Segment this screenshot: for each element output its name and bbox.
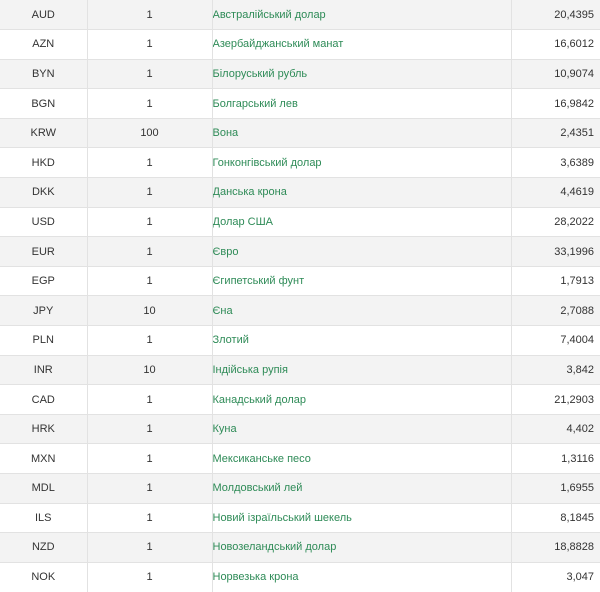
currency-name-link[interactable]: Новозеландський долар xyxy=(212,541,337,554)
rate-row-ils xyxy=(0,503,600,533)
exchange-rate: 8,1845 xyxy=(511,503,600,533)
currency-name-cell xyxy=(212,474,511,504)
currency-code: DKK xyxy=(0,178,87,208)
currency-name-cell xyxy=(212,0,511,30)
rate-row-eur xyxy=(0,237,600,267)
currency-name-link[interactable]: Молдовський лей xyxy=(212,482,303,495)
rate-row-byn xyxy=(0,59,600,89)
exchange-rate: 20,4395 xyxy=(511,0,600,30)
currency-units: 1 xyxy=(87,326,212,356)
exchange-rate: 3,047 xyxy=(511,562,600,592)
currency-name-cell xyxy=(212,207,511,237)
currency-units: 1 xyxy=(87,237,212,267)
currency-units: 1 xyxy=(87,503,212,533)
currency-units: 1 xyxy=(87,385,212,415)
currency-code: MDL xyxy=(0,474,87,504)
exchange-rate: 10,9074 xyxy=(511,59,600,89)
rate-row-pln xyxy=(0,326,600,356)
currency-name-link[interactable]: Данська крона xyxy=(212,186,287,199)
currency-units: 1 xyxy=(87,207,212,237)
currency-name-link[interactable]: Норвезька крона xyxy=(212,571,299,584)
currency-code: MXN xyxy=(0,444,87,474)
currency-code: KRW xyxy=(0,118,87,148)
currency-units: 1 xyxy=(87,474,212,504)
currency-name-link[interactable]: Гонконгівський долар xyxy=(212,156,322,169)
currency-code: EGP xyxy=(0,266,87,296)
rate-row-jpy xyxy=(0,296,600,326)
rate-row-nok xyxy=(0,562,600,592)
currency-name-link[interactable]: Індійська рупія xyxy=(212,363,288,376)
currency-units: 1 xyxy=(87,148,212,178)
currency-name-link[interactable]: Мексиканське песо xyxy=(212,452,311,465)
currency-name-link[interactable]: Єна xyxy=(212,304,233,317)
currency-code: CAD xyxy=(0,385,87,415)
currency-code: HRK xyxy=(0,414,87,444)
rate-row-bgn xyxy=(0,89,600,119)
currency-name-link[interactable]: Долар США xyxy=(212,215,274,228)
currency-units: 1 xyxy=(87,89,212,119)
currency-name-cell xyxy=(212,148,511,178)
exchange-rate: 1,3116 xyxy=(511,444,600,474)
currency-units: 1 xyxy=(87,533,212,563)
currency-name-cell xyxy=(212,444,511,474)
currency-name-link[interactable]: Новий ізраїльський шекель xyxy=(212,511,352,524)
currency-name-cell xyxy=(212,30,511,60)
currency-units: 1 xyxy=(87,178,212,208)
currency-name-link[interactable]: Білоруський рубль xyxy=(212,67,308,80)
rate-row-cad xyxy=(0,385,600,415)
currency-units: 1 xyxy=(87,30,212,60)
rate-row-inr xyxy=(0,355,600,385)
currency-code: JPY xyxy=(0,296,87,326)
exchange-rate: 16,6012 xyxy=(511,30,600,60)
currency-name-cell xyxy=(212,266,511,296)
exchange-rate: 3,842 xyxy=(511,355,600,385)
currency-code: AZN xyxy=(0,30,87,60)
currency-name-cell xyxy=(212,503,511,533)
currency-name-link[interactable]: Болгарський лев xyxy=(212,97,298,110)
currency-code: INR xyxy=(0,355,87,385)
rate-row-krw xyxy=(0,118,600,148)
currency-code: USD xyxy=(0,207,87,237)
exchange-rate: 4,4619 xyxy=(511,178,600,208)
currency-name-cell xyxy=(212,385,511,415)
currency-name-link[interactable]: Єгипетський фунт xyxy=(212,275,305,288)
currency-name-cell xyxy=(212,118,511,148)
currency-name-cell xyxy=(212,178,511,208)
currency-name-cell xyxy=(212,296,511,326)
currency-code: NZD xyxy=(0,533,87,563)
rate-row-mdl xyxy=(0,474,600,504)
exchange-rate: 1,6955 xyxy=(511,474,600,504)
currency-name-link[interactable]: Канадський долар xyxy=(212,393,306,406)
currency-name-link[interactable]: Австралійський долар xyxy=(212,8,326,21)
currency-name-cell xyxy=(212,562,511,592)
currency-name-link[interactable]: Євро xyxy=(212,245,239,258)
currency-code: ILS xyxy=(0,503,87,533)
rate-row-egp xyxy=(0,266,600,296)
currency-name-cell xyxy=(212,326,511,356)
exchange-rate: 1,7913 xyxy=(511,266,600,296)
currency-units: 1 xyxy=(87,59,212,89)
currency-code: NOK xyxy=(0,562,87,592)
exchange-rate: 2,7088 xyxy=(511,296,600,326)
exchange-rate: 2,4351 xyxy=(511,118,600,148)
currency-name-cell xyxy=(212,355,511,385)
currency-units: 10 xyxy=(87,296,212,326)
rate-row-mxn xyxy=(0,444,600,474)
rate-row-hrk xyxy=(0,414,600,444)
exchange-rate: 33,1996 xyxy=(511,237,600,267)
currency-name-cell xyxy=(212,89,511,119)
exchange-rate: 3,6389 xyxy=(511,148,600,178)
currency-units: 1 xyxy=(87,266,212,296)
exchange-rate: 28,2022 xyxy=(511,207,600,237)
currency-units: 1 xyxy=(87,562,212,592)
currency-units: 10 xyxy=(87,355,212,385)
currency-name-link[interactable]: Куна xyxy=(212,423,237,436)
exchange-rate: 7,4004 xyxy=(511,326,600,356)
currency-code: BGN xyxy=(0,89,87,119)
exchange-rate: 18,8828 xyxy=(511,533,600,563)
currency-code: AUD xyxy=(31,8,55,21)
rate-row-dkk xyxy=(0,178,600,208)
rate-row-azn xyxy=(0,30,600,60)
currency-code: EUR xyxy=(0,237,87,267)
currency-name-link[interactable]: Азербайджанський манат xyxy=(212,38,344,51)
currency-code: BYN xyxy=(0,59,87,89)
currency-units: 1 xyxy=(87,444,212,474)
currency-name-link[interactable]: Злотий xyxy=(212,334,249,347)
currency-units: 1 xyxy=(87,414,212,444)
currency-name-cell xyxy=(212,414,511,444)
rate-row-aud xyxy=(0,0,600,30)
currency-name-cell xyxy=(212,59,511,89)
rate-row-usd xyxy=(0,207,600,237)
currency-name-link[interactable]: Вона xyxy=(212,127,239,140)
currency-name-cell xyxy=(212,237,511,267)
currency-units: 100 xyxy=(87,118,212,148)
currency-units: 1 xyxy=(87,0,212,30)
currency-name-cell xyxy=(212,533,511,563)
currency-code: HKD xyxy=(0,148,87,178)
rate-row-hkd xyxy=(0,148,600,178)
currency-code: PLN xyxy=(0,326,87,356)
exchange-rate: 4,402 xyxy=(511,414,600,444)
exchange-rate: 16,9842 xyxy=(511,89,600,119)
exchange-rate: 21,2903 xyxy=(511,385,600,415)
rate-row-nzd xyxy=(0,533,600,563)
